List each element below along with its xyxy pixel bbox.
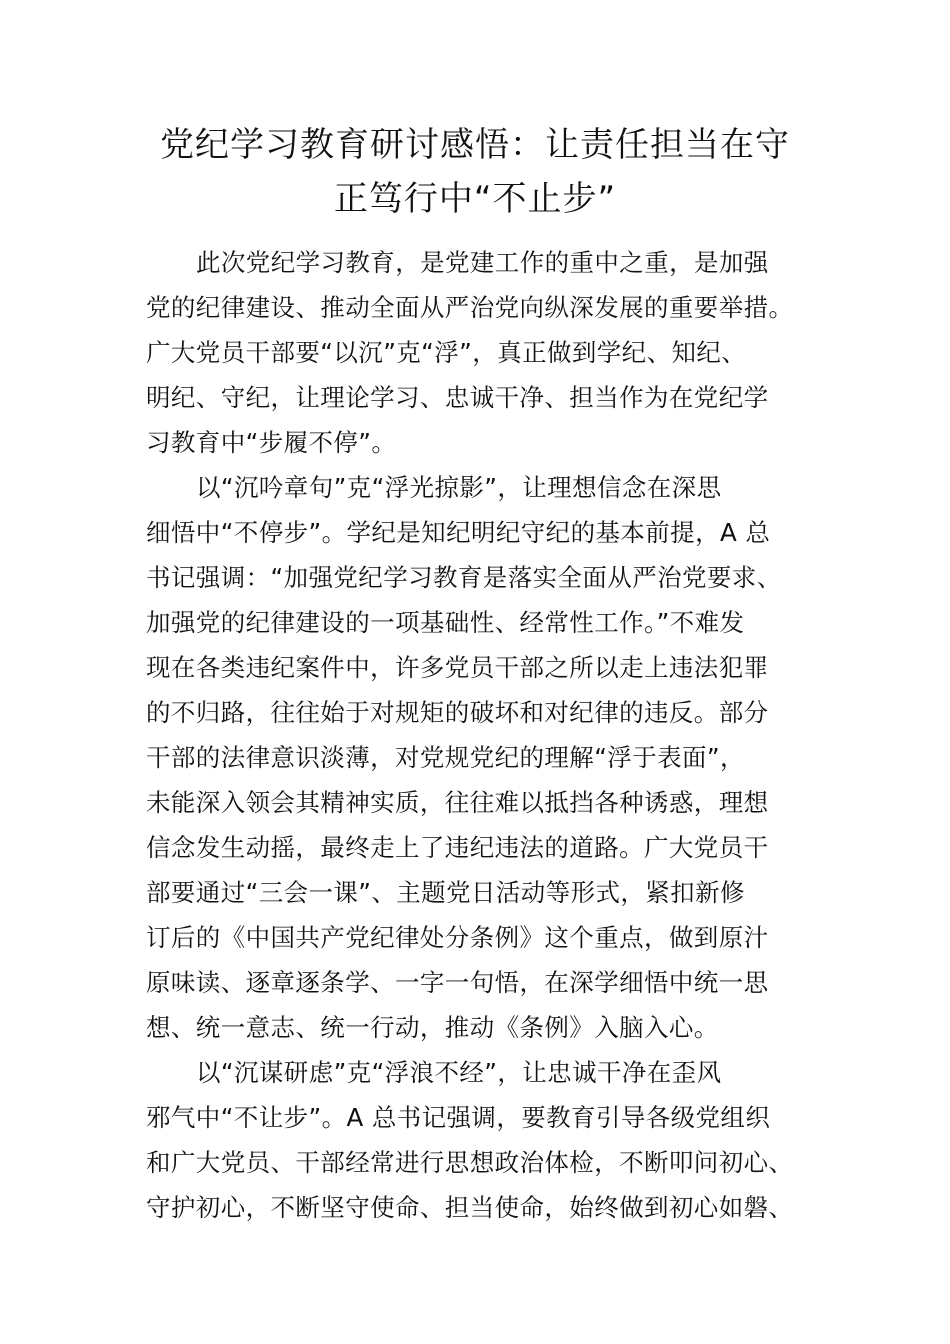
paragraph-line: 守护初心，不断坚守使命、担当使命，始终做到初心如磐、 [146,1193,794,1222]
document-body [146,240,816,1230]
paragraph-1 [146,240,816,465]
paragraph-line: 党的纪律建设、推动全面从严治党向纵深发展的重要举措。 [146,293,794,322]
paragraph-line: 干部的法律意识淡薄，对党规党纪的理解“浮于表面”， [146,743,745,772]
paragraph-line: 原味读、逐章逐条学、一字一句悟，在深学细悟中统一思 [146,968,769,997]
paragraph-line: 的不归路，往往始于对规矩的破坏和对纪律的违反。部分 [146,698,769,727]
paragraph-line: 加强党的纪律建设的一项基础性、经常性工作。”不难发 [146,608,745,637]
paragraph-line: 书记强调：“加强党纪学习教育是落实全面从严治党要求、 [146,563,782,592]
paragraph-line: 以“沉谋研虑”克“浮浪不经”，让忠诚干净在歪风 [196,1058,722,1087]
paragraph-3 [146,1050,816,1230]
paragraph-line: 以“沉吟章句”克“浮光掠影”，让理想信念在深思 [196,473,722,502]
paragraph-2 [146,465,816,1050]
paragraph-line: 部要通过“三会一课”、主题党日活动等形式，紧扣新修 [146,878,745,907]
paragraph-line: 未能深入领会其精神实质，往往难以抵挡各种诱惑，理想 [146,788,769,817]
paragraph-line: 想、统一意志、统一行动，推动《条例》入脑入心。 [146,1013,719,1042]
paragraph-line: 信念发生动摇，最终走上了违纪违法的道路。广大党员干 [146,833,769,862]
paragraph-line: 习教育中“步履不停”。 [146,428,397,457]
document-title [140,118,810,226]
paragraph-line: 邪气中“不让步”。A 总书记强调，要教育引导各级党组织 [146,1103,771,1132]
paragraph-line: 现在各类违纪案件中，许多党员干部之所以走上违法犯罪 [146,653,769,682]
paragraph-line: 和广大党员、干部经常进行思想政治体检，不断叩问初心、 [146,1148,794,1177]
paragraph-line: 订后的《中国共产党纪律处分条例》这个重点，做到原汁 [146,923,769,952]
paragraph-line: 此次党纪学习教育，是党建工作的重中之重，是加强 [196,248,769,277]
paragraph-line: 细悟中“不停步”。学纪是知纪明纪守纪的基本前提，A 总 [146,518,771,547]
paragraph-line: 明纪、守纪，让理论学习、忠诚干净、担当作为在党纪学 [146,383,769,412]
paragraph-line: 广大党员干部要“以沉”克“浮”，真正做到学纪、知纪、 [146,338,747,367]
title-line: 正笃行中“不止步” [333,179,617,219]
title-line: 党纪学习教育研讨感悟：让责任担当在守 [160,125,790,165]
